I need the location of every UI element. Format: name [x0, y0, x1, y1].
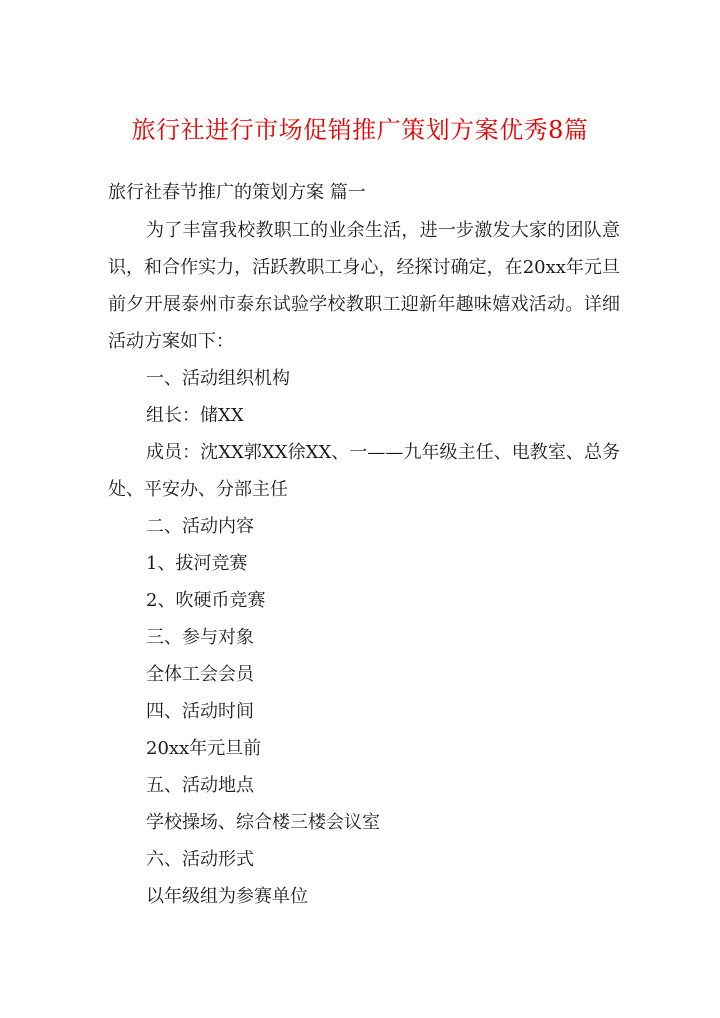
heading-time: 四、活动时间: [146, 701, 254, 722]
heading-participants: 三、参与对象: [146, 627, 254, 648]
format-line: 以年级组为参赛单位: [146, 886, 308, 907]
participants-line: 全体工会会员: [146, 664, 254, 685]
section-subtitle: 旅行社春节推广的策划方案 篇一: [108, 182, 366, 203]
content-item-2: 2、吹硬币竞赛: [146, 590, 266, 611]
time-line: 20xx年元旦前: [146, 738, 262, 759]
heading-organization: 一、活动组织机构: [146, 368, 290, 389]
heading-location: 五、活动地点: [146, 775, 254, 796]
members-paragraph: 成员：沈XX郭XX徐XX、一——九年级主任、电教室、总务处、平安办、分部主任: [108, 442, 620, 500]
content-item-1: 1、拔河竞赛: [146, 553, 248, 574]
heading-content: 二、活动内容: [146, 516, 254, 537]
location-line: 学校操场、综合楼三楼会议室: [146, 812, 380, 833]
document-title: 旅行社进行市场促销推广策划方案优秀8篇: [131, 116, 589, 144]
intro-paragraph: 为了丰富我校教职工的业余生活，进一步激发大家的团队意识，和合作实力，活跃教职工身心，经探讨确定，在20xx年元旦前夕开展泰州市泰东试验学校教职工迎新年趣味嬉戏活动。详细活动方案如下：: [108, 220, 620, 352]
leader-line: 组长：储XX: [146, 405, 244, 426]
heading-format: 六、活动形式: [146, 849, 254, 870]
document-body: [108, 178, 620, 915]
